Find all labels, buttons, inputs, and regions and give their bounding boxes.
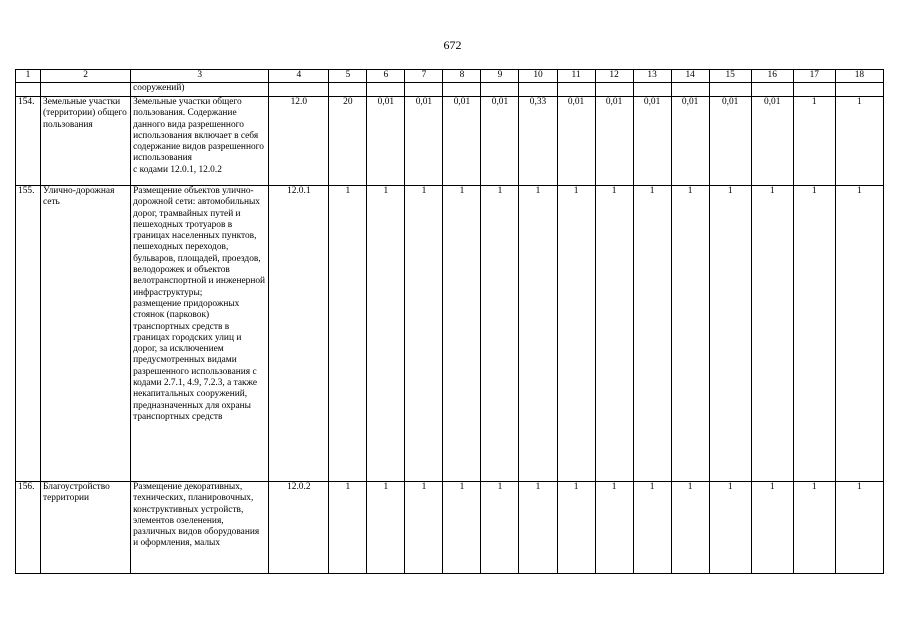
- value-cell: 1: [443, 482, 481, 574]
- value-cell: 0,01: [709, 97, 751, 186]
- value-cell: 0,01: [405, 97, 443, 186]
- table-row: [16, 186, 884, 482]
- value-cell: 1: [751, 186, 793, 482]
- value-cell: 20: [329, 97, 367, 186]
- value-cell: 1: [367, 186, 405, 482]
- land-use-description: Размещение декоративных, технических, планировочных, конструктивных устройств, элементов озеленения, различных видов оборудования и оформления, малых: [131, 482, 269, 574]
- value-cell: 1: [481, 186, 519, 482]
- value-cell: 1: [595, 186, 633, 482]
- table-cell: [793, 83, 835, 97]
- value-cell: 1: [835, 186, 883, 482]
- table-cell: [519, 83, 557, 97]
- value-cell: 1: [481, 482, 519, 574]
- table-cell: [481, 83, 519, 97]
- table-cell: [557, 83, 595, 97]
- value-cell: 0,33: [519, 97, 557, 186]
- row-number: 156.: [16, 482, 41, 574]
- row-number: 154.: [16, 97, 41, 186]
- column-header: 10: [519, 70, 557, 83]
- column-header: 11: [557, 70, 595, 83]
- row-number: 155.: [16, 186, 41, 482]
- table-cell: [633, 83, 671, 97]
- land-use-code: 12.0.1: [269, 186, 329, 482]
- value-cell: 0,01: [595, 97, 633, 186]
- continuation-text: сооружений): [131, 83, 269, 97]
- table-cell: [671, 83, 709, 97]
- column-number-row: [16, 70, 884, 83]
- land-use-name: Улично-дорожная сеть: [41, 186, 131, 482]
- column-header: 6: [367, 70, 405, 83]
- value-cell: 0,01: [633, 97, 671, 186]
- value-cell: 0,01: [751, 97, 793, 186]
- value-cell: 1: [329, 482, 367, 574]
- column-header: 7: [405, 70, 443, 83]
- table-cell: [405, 83, 443, 97]
- table-cell: [595, 83, 633, 97]
- column-header: 8: [443, 70, 481, 83]
- value-cell: 1: [367, 482, 405, 574]
- table-cell: [709, 83, 751, 97]
- column-header: 13: [633, 70, 671, 83]
- value-cell: 1: [793, 97, 835, 186]
- value-cell: 1: [835, 97, 883, 186]
- column-header: 4: [269, 70, 329, 83]
- value-cell: 1: [709, 482, 751, 574]
- column-header: 17: [793, 70, 835, 83]
- table-cell: [269, 83, 329, 97]
- value-cell: 1: [671, 186, 709, 482]
- column-header: 1: [16, 70, 41, 83]
- value-cell: 1: [405, 186, 443, 482]
- table-cell: [367, 83, 405, 97]
- value-cell: 1: [633, 186, 671, 482]
- table-cell: [443, 83, 481, 97]
- table-row: [16, 97, 884, 186]
- value-cell: 1: [793, 482, 835, 574]
- value-cell: 1: [557, 186, 595, 482]
- land-use-name: Земельные участки (территории) общего пользования: [41, 97, 131, 186]
- value-cell: 1: [751, 482, 793, 574]
- value-cell: 0,01: [481, 97, 519, 186]
- page-number: 672: [443, 38, 462, 52]
- value-cell: 1: [709, 186, 751, 482]
- continuation-row: [16, 83, 884, 97]
- column-header: 9: [481, 70, 519, 83]
- value-cell: 1: [405, 482, 443, 574]
- value-cell: 0,01: [671, 97, 709, 186]
- value-cell: 1: [443, 186, 481, 482]
- column-header: 3: [131, 70, 269, 83]
- table-cell: [16, 83, 41, 97]
- column-header: 5: [329, 70, 367, 83]
- value-cell: 1: [519, 482, 557, 574]
- value-cell: 1: [557, 482, 595, 574]
- value-cell: 0,01: [443, 97, 481, 186]
- land-use-code: 12.0.2: [269, 482, 329, 574]
- column-header: 2: [41, 70, 131, 83]
- value-cell: 1: [633, 482, 671, 574]
- land-use-description: Земельные участки общего пользования. Содержание данного вида разрешенного использования включает в себя содержание видов разрешенного использования с кодами 12.0.1, 12.0.2: [131, 97, 269, 186]
- table-cell: [329, 83, 367, 97]
- land-use-description: Размещение объектов улично-дорожной сети: автомобильных дорог, трамвайных путей и пешеходных тротуаров в границах населенных пунктов, пешеходных переходов, бульваров, площадей, проездов, велодорожек и объектов велотранспортной и инженерной инфраструктуры; размещение придорожных стоянок (парковок) транспортных средств в границах городских улиц и дорог, за исключением предусмотренных видами разрешенного использования с кодами 2.7.1, 4.9, 7.2.3, а также некапитальных сооружений, предназначенных для охраны транспортных средств: [131, 186, 269, 482]
- land-use-name: Благоустройство территории: [41, 482, 131, 574]
- land-use-table: [15, 69, 884, 574]
- column-header: 12: [595, 70, 633, 83]
- value-cell: 1: [329, 186, 367, 482]
- value-cell: 1: [519, 186, 557, 482]
- table-cell: [41, 83, 131, 97]
- value-cell: 1: [671, 482, 709, 574]
- value-cell: 0,01: [557, 97, 595, 186]
- column-header: 16: [751, 70, 793, 83]
- table-cell: [835, 83, 883, 97]
- land-use-code: 12.0: [269, 97, 329, 186]
- value-cell: 0,01: [367, 97, 405, 186]
- column-header: 14: [671, 70, 709, 83]
- column-header: 15: [709, 70, 751, 83]
- value-cell: 1: [793, 186, 835, 482]
- value-cell: 1: [835, 482, 883, 574]
- value-cell: 1: [595, 482, 633, 574]
- table-cell: [751, 83, 793, 97]
- column-header: 18: [835, 70, 883, 83]
- table-row: [16, 482, 884, 574]
